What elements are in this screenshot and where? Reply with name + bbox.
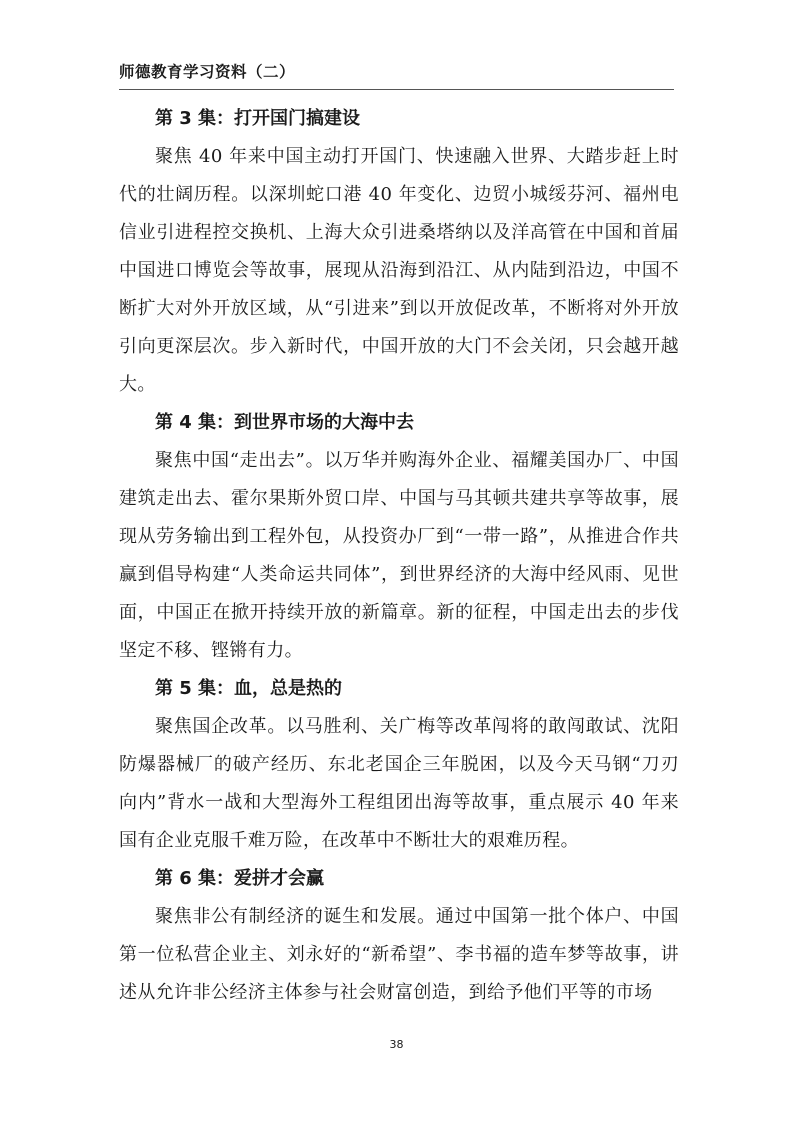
running-header: 师德教育学习资料（二）	[119, 63, 296, 81]
section-heading-ep3: 第 3 集：打开国门搞建设	[155, 108, 361, 129]
page-number: 38	[389, 1038, 404, 1051]
section-heading-ep6: 第 6 集：爱拼才会赢	[155, 868, 325, 889]
section-paragraph-ep6: 聚焦非公有制经济的诞生和发展。通过中国第一批个体户、中国第一位私营企业主、刘永好的“新希望”、李书福的造车梦等故事，讲述从允许非公经济主体参与社会财富创造，到给予他们平等的市场	[119, 906, 679, 1003]
document-body	[119, 100, 679, 1012]
section-heading-ep5: 第 5 集：血，总是热的	[155, 678, 343, 699]
section-paragraph-ep4: 聚焦中国“走出去”。以万华并购海外企业、福耀美国办厂、中国建筑走出去、霍尔果斯外贸口岸、中国与马其顿共建共享等故事，展现从劳务输出到工程外包，从投资办厂到“一带一路”，从推进合作共赢到倡导构建“人类命运共同体”，到世界经济的大海中经风雨、见世面，中国正在掀开持续开放的新篇章。新的征程，中国走出去的步伐坚定不移、铿锵有力。	[119, 450, 679, 661]
section-paragraph-ep5: 聚焦国企改革。以马胜利、关广梅等改革闯将的敢闯敢试、沈阳防爆器械厂的破产经历、东北老国企三年脱困，以及今天马钢“刀刃向内”背水一战和大型海外工程组团出海等故事，重点展示 40 年来国有企业克服千难万险，在改革中不断壮大的艰难历程。	[119, 716, 679, 851]
section-paragraph-ep3: 聚焦 40 年来中国主动打开国门、快速融入世界、大踏步赶上时代的壮阔历程。以深圳蛇口港 40 年变化、边贸小城绥芬河、福州电信业引进程控交换机、上海大众引进桑塔纳以及洋高管在中国和首届中国进口博览会等故事，展现从沿海到沿江、从内陆到沿边，中国不断扩大对外开放区域，从“引进来”到以开放促改革，不断将对外开放引向更深层次。步入新时代，中国开放的大门不会关闭，只会越开越大。	[119, 146, 679, 395]
header-rule	[119, 89, 674, 90]
section-heading-ep4: 第 4 集：到世界市场的大海中去	[155, 412, 415, 433]
